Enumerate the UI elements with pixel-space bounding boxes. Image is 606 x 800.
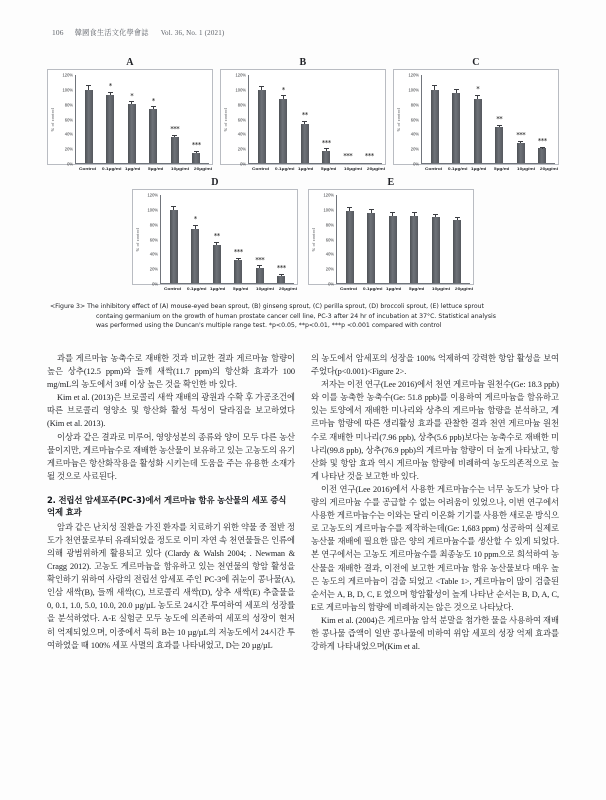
x-tick-label: 1µg/ml [470, 166, 487, 171]
bar-group [84, 75, 93, 163]
significance-marker: *** [321, 138, 331, 147]
error-bar-cap [151, 106, 156, 107]
plot-area [47, 69, 213, 165]
bar [170, 210, 178, 283]
x-tick-label: 0.1µg/ml [186, 286, 207, 291]
error-bar-cap [347, 207, 352, 208]
significance-marker: * [130, 91, 134, 100]
y-tick-label: 100% [323, 207, 334, 213]
bars-container [75, 75, 209, 164]
error-bar-cap [432, 85, 437, 86]
y-tick-label: 120% [147, 192, 158, 198]
bar-group [388, 195, 397, 283]
error-bar-cap [390, 212, 395, 213]
y-tick-label: 40% [64, 131, 73, 137]
y-tick-label: 80% [64, 102, 73, 108]
error-bar-cap [540, 147, 545, 148]
chart-title: D [211, 177, 219, 188]
chart-d [132, 177, 298, 291]
paragraph-l2: Kim et al. (2013)은 브로콜리 새싹 재배의 광원과 수확 후 가공조건에 따른 브로콜리 영양소 및 항산화 활성 특성이 달라짐을 보고하였다(Kim et al. 2013). [47, 393, 295, 429]
bar [213, 245, 221, 283]
chart-row-top [47, 57, 559, 171]
error-bar [371, 210, 372, 213]
y-tick-label: 20% [325, 266, 334, 272]
bar [322, 151, 330, 163]
paragraph-l3: 이상과 같은 결과로 미루어, 영양성분의 종류와 양이 모두 다른 농산물이지만, 게르마늄수로 재배한 농산물이 보유하고 있는 고농도의 유기 게르마늄은 항산화작용을 활성화 시키는데 도움을 주는 유용한 소재가 될 것으로 사료된다. [47, 432, 295, 481]
y-tick-label: 120% [323, 192, 334, 198]
running-head [52, 28, 552, 38]
chart-title: A [126, 57, 134, 68]
x-tick-label: 1µg/ml [209, 286, 226, 291]
error-bar [304, 122, 305, 124]
y-tick-label: 120% [408, 72, 419, 78]
bar-group [170, 75, 179, 163]
y-axis [230, 72, 248, 167]
error-bar-cap [455, 217, 460, 218]
x-tick-label: 10µg/ml [255, 286, 275, 291]
error-bar [110, 93, 111, 95]
bars-container [421, 75, 555, 164]
x-tick-label: 10µg/ml [516, 166, 536, 171]
x-tick-label: Control [339, 286, 358, 291]
paragraph-l1: 과를 게르마늄 농축수로 재배한 것과 비교한 결과 게르마늄 함량이 높은 상추(12.5 ppm)와 들깨 새싹(11.7 ppm)의 항산화 효과가 100 mg/mL의 농도에서 3배 이상 높은 것을 확인한 바 있다. [47, 354, 295, 390]
error-bar [542, 148, 543, 149]
error-bar-cap [324, 148, 329, 149]
y-axis-label: % of control [135, 227, 140, 252]
y-axis-label: % of control [311, 227, 316, 252]
bar [277, 276, 285, 283]
chart-title: E [387, 177, 395, 188]
plot-area [308, 189, 474, 285]
bar [367, 213, 375, 283]
bar-group [516, 75, 525, 163]
x-tick-label: 5µg/ml [147, 166, 164, 171]
bar [85, 90, 93, 163]
error-bar-cap [281, 95, 286, 96]
error-bar-cap [518, 141, 523, 142]
x-tick-label: Control [424, 166, 443, 171]
error-bar [259, 266, 260, 267]
bar [106, 95, 114, 163]
bar-group [212, 195, 221, 283]
error-bar [435, 215, 436, 217]
x-tick-label: 20µg/ml [278, 286, 298, 291]
error-bar-cap [454, 89, 459, 90]
bar [432, 217, 440, 283]
bar [517, 143, 525, 163]
chart-c [393, 57, 559, 171]
y-axis [318, 192, 336, 287]
x-tick-label: 1µg/ml [124, 166, 141, 171]
bar [495, 127, 503, 163]
error-bar [238, 259, 239, 260]
error-bar-cap [412, 212, 417, 213]
y-tick-label: 100% [62, 87, 73, 93]
error-bar-cap [108, 92, 113, 93]
y-axis-label: % of control [50, 107, 55, 132]
x-tick-label: 0.1µg/ml [274, 166, 295, 171]
x-tick-label: 5µg/ml [232, 286, 249, 291]
bar-group [277, 195, 286, 283]
journal-name: 韓國食生活文化學會誌 [74, 28, 149, 37]
y-tick-label: 60% [325, 237, 334, 242]
significance-marker: * [476, 85, 480, 94]
y-axis [57, 72, 75, 167]
bar-group [279, 75, 288, 163]
bar-group [473, 75, 482, 163]
error-bar [457, 218, 458, 220]
error-bar-cap [279, 274, 284, 275]
significance-marker: *** [537, 137, 547, 146]
column-left [47, 352, 295, 792]
figure-3 [47, 57, 559, 297]
x-tick-label: Control [251, 166, 270, 171]
section-heading-2: 2. 전립선 암세포주(PC-3)에서 게르마늄 함유 농산물의 세포 증식 억제 효과 [47, 494, 287, 518]
caption-line-2: containg germanium on the growth of human prostate cancer cell line, PC-3 after 24 hr of incubation at 37°C. Statistical analysis [96, 312, 496, 320]
error-bar [281, 275, 282, 276]
error-bar-cap [302, 121, 307, 122]
y-tick-label: 120% [235, 72, 246, 78]
y-tick-label: 80% [149, 222, 158, 228]
significance-marker: *** [233, 248, 243, 257]
significance-marker: * [151, 96, 155, 105]
x-tick-label: Control [78, 166, 97, 171]
bar [389, 216, 397, 283]
bar-group [106, 75, 115, 163]
significance-marker: * [193, 215, 197, 224]
x-tick-label: 0.1µg/ml [101, 166, 122, 171]
bar-group [452, 75, 461, 163]
y-tick-label: 20% [237, 146, 246, 152]
significance-marker: ** [301, 111, 308, 120]
bar-group [495, 75, 504, 163]
x-tick-label: 1µg/ml [297, 166, 314, 171]
bar [258, 90, 266, 163]
bar [538, 148, 546, 163]
error-bar [261, 87, 262, 90]
significance-marker: ** [213, 232, 220, 241]
figure-caption [50, 302, 556, 331]
bar-group [127, 75, 136, 163]
bars-container [160, 195, 294, 284]
significance-marker: *** [170, 125, 180, 134]
chart-title: B [299, 57, 307, 68]
bar [191, 229, 199, 283]
y-tick-label: 60% [410, 117, 419, 122]
significance-marker: *** [191, 141, 201, 150]
bar-group [257, 75, 266, 163]
y-tick-label: 40% [410, 131, 419, 137]
error-bar [88, 86, 89, 90]
x-tick-label: 0.1µg/ml [362, 286, 383, 291]
significance-marker: *** [343, 152, 353, 161]
plot-area [132, 189, 298, 285]
significance-marker: *** [364, 152, 374, 161]
error-bar-cap [257, 265, 262, 266]
y-tick-label: 40% [149, 251, 158, 257]
x-tick-label: 5µg/ml [493, 166, 510, 171]
bars-container [248, 75, 382, 164]
y-tick-label: 80% [237, 102, 246, 108]
error-bar-cap [497, 125, 502, 126]
y-tick-label: 120% [62, 72, 73, 78]
chart-b [220, 57, 386, 171]
bar [452, 93, 460, 163]
bar-group [322, 75, 331, 163]
y-tick-label: 80% [325, 222, 334, 228]
bar-group [453, 195, 462, 283]
body-columns [47, 352, 559, 792]
significance-marker: *** [255, 255, 265, 264]
error-bar-cap [259, 86, 264, 87]
error-bar [349, 208, 350, 211]
error-bar [283, 96, 284, 99]
bar [171, 137, 179, 163]
page-number: 106 [52, 28, 64, 37]
bar [279, 99, 287, 163]
y-tick-label: 0% [240, 161, 246, 167]
bar-group [538, 75, 547, 163]
y-tick-label: 20% [149, 266, 158, 272]
bars-container [336, 195, 470, 284]
x-axis-labels [226, 165, 386, 171]
chart-a [47, 57, 213, 171]
chart-row-bottom [47, 177, 559, 291]
plot-area [220, 69, 386, 165]
y-tick-label: 40% [237, 131, 246, 137]
bar-group [430, 75, 439, 163]
bar [234, 260, 242, 283]
x-tick-label: 5µg/ml [320, 166, 337, 171]
bar-group [345, 195, 354, 283]
error-bar [216, 243, 217, 245]
error-bar [434, 86, 435, 90]
caption-line-3: was performed using the Duncan's multiple range test. *p<0.05, **p<0.01, ***p <0.001 compared with control [96, 322, 442, 330]
bar-group [431, 195, 440, 283]
x-tick-label: 10µg/ml [170, 166, 190, 171]
error-bar-cap [172, 135, 177, 136]
y-tick-label: 0% [328, 281, 334, 287]
x-axis-labels [53, 165, 213, 171]
x-tick-label: 1µg/ml [385, 286, 402, 291]
y-tick-label: 80% [410, 102, 419, 108]
paragraph-r3: 이전 연구(Lee 2016)에서 사용한 게르마늄수는 너무 농도가 낮아 다량의 게르마늄 수를 공급할 수 없는 어려움이 있었으나, 이번 연구에서 사용한 게르마늄수는 이와는 달리 이온화 기기를 사용한 새로운 방식으로 고농도의 게르마늄수를 제작하는데(Ge: 1,683 ppm) 성공하여 실제로 농산물 재배에 필요한 많은 양의 게르마늄수를 생산할 수 있게 되었다. 본 연구에서는 고농도 게르마늄수를 최종농도 10 ppm으로 희석하여 농산물을 재배한 결과, 이전에 보고한 게르마늄 함유 농산물보다 매우 높은 농도의 게르마늄이 검출 되었고 <Table 1>, 게르마늄이 많이 검출된 순서는 A, B, D, C, E 였으며 항암활성이 높게 나타난 순서는 B, D, A, C, E로 게르마늄의 함량에 비례하지는 않은 것으로 나타났다. [311, 484, 559, 612]
error-bar-cap [194, 151, 199, 152]
error-bar [173, 207, 174, 210]
error-bar-cap [433, 214, 438, 215]
significance-marker: ** [496, 115, 503, 124]
paragraph-r2: 저자는 이전 연구(Lee 2016)에서 천연 게르마늄 원천수(Ge: 18.3 ppb)와 이를 농축한 농축수(Ge: 51.8 ppb)를 이용하여 게르마늄을 함유하고 있는 토양에서 재배한 미나리와 상추의 게르마늄 함량을 분석하고, 게르마늄 함량에 따른 생리활성 효과를 관찰한 결과 천연 게르마늄 원천수로 재배한 미나리(7.96 ppb), 상추(5.6 ppb)보다는 농축수로 재배한 미나리(99.8 ppb), 상추(76.9 ppb)의 게르마늄 함량이 더 높게 나타났고, 항산화 및 항암 효과 역시 게르마늄 함량에 비례하여 농도의존적으로 높게 나타난 것을 보고한 바 있다. [311, 380, 559, 481]
x-tick-label: Control [163, 286, 182, 291]
bar-group [367, 195, 376, 283]
error-bar [131, 102, 132, 104]
error-bar [477, 96, 478, 100]
y-tick-label: 100% [408, 87, 419, 93]
bar [192, 153, 200, 163]
y-tick-label: 60% [64, 117, 73, 122]
x-tick-label: 20µg/ml [366, 166, 386, 171]
bar [410, 216, 418, 283]
y-tick-label: 100% [235, 87, 246, 93]
volume-issue: Vol. 36, No. 1 (2021) [160, 29, 225, 37]
error-bar [499, 126, 500, 127]
x-tick-label: 0.1µg/ml [447, 166, 468, 171]
bar [431, 90, 439, 163]
x-tick-label: 10µg/ml [431, 286, 451, 291]
caption-line-1: The inhibitory effect of (A) mouse-eyed bean sprout, (B) ginseng sprout, (C) perilla sprout, (D) broccoli sprout, (E) lettuce sprout [87, 303, 484, 310]
paragraph-r4: Kim et al. (2004)은 게르마늄 암석 분말을 첨가한 물을 사용하여 재배한 콩나물 즙액이 일반 콩나물에 비하여 위암 세포의 성장 억제 효과를 강하게 나타내었으며(Kim et al. [311, 615, 559, 652]
x-tick-label: 20µg/ml [193, 166, 213, 171]
x-tick-label: 5µg/ml [408, 286, 425, 291]
y-axis [403, 72, 421, 167]
y-tick-label: 0% [152, 281, 158, 287]
bar-group [169, 195, 178, 283]
error-bar-cap [475, 95, 480, 96]
error-bar-cap [86, 85, 91, 86]
x-tick-label: 10µg/ml [343, 166, 363, 171]
error-bar [456, 90, 457, 93]
error-bar-cap [214, 242, 219, 243]
chart-title: C [472, 57, 480, 68]
bar [149, 109, 157, 163]
x-axis-labels [314, 285, 474, 291]
bar [453, 220, 461, 283]
x-tick-label: 20µg/ml [454, 286, 474, 291]
figure-label: <Figure 3> [50, 303, 86, 310]
significance-marker: *** [276, 264, 286, 273]
bar-group [300, 75, 309, 163]
y-tick-label: 20% [64, 146, 73, 152]
bar [474, 99, 482, 163]
error-bar [153, 107, 154, 109]
error-bar [174, 136, 175, 137]
bar [256, 268, 264, 283]
y-tick-label: 40% [325, 251, 334, 257]
bar [301, 124, 309, 163]
bar-group [410, 195, 419, 283]
bar [346, 211, 354, 283]
bar-group [255, 195, 264, 283]
y-axis-label: % of control [396, 107, 401, 132]
error-bar [195, 226, 196, 229]
x-axis-labels [138, 285, 298, 291]
significance-marker: *** [516, 131, 526, 140]
error-bar-cap [129, 101, 134, 102]
y-tick-label: 60% [237, 117, 246, 122]
y-tick-label: 20% [410, 146, 419, 152]
y-tick-label: 60% [149, 237, 158, 242]
error-bar [392, 213, 393, 216]
significance-marker: * [281, 85, 285, 94]
error-bar [326, 149, 327, 150]
bar-group [192, 75, 201, 163]
bar [128, 104, 136, 163]
error-bar [414, 213, 415, 215]
error-bar-cap [236, 258, 241, 259]
paragraph-r1: 의 농도에서 암세포의 성장을 100% 억제하여 강력한 항암 활성을 보여주었다(p<0.001)<Figure 2>. [311, 354, 559, 377]
bar-group [365, 75, 374, 163]
column-right [311, 352, 559, 792]
error-bar [196, 152, 197, 153]
bar-group [191, 195, 200, 283]
error-bar [520, 142, 521, 143]
bar-group [149, 75, 158, 163]
error-bar-cap [171, 206, 176, 207]
plot-area [393, 69, 559, 165]
y-tick-label: 100% [147, 207, 158, 213]
bar-group [234, 195, 243, 283]
paragraph-l4: 암과 같은 난치성 질환을 가진 환자를 치료하기 위한 약물 중 절반 정도가 천연물로부터 유래되었을 정도로 이미 자연 속 천연물들은 인류에 의해 광범위하게 활용되고 있다 (Clardy & Walsh 2004; . Newman & Cragg 2012). 고농도 게르마늄을 함유하고 있는 천연물의 항암 활성을 확인하기 위하여 사람의 전립선 암세포 주인 PC-3에 쥐눈이 콩나물(A), 인삼 새싹(B), 들깨 새싹(C), 브로콜리 새싹(D), 상추 새싹(E) 추출물을 0, 0.1, 1.0, 5.0, 10.0, 20.0 µg/µL 농도로 24시간 투여하여 세포의 성장률을 분석하였다. A-E 실험군 모두 농도에 의존하여 세포의 성장이 현저히 억제되었으며, 이중에서 특히 B는 10 µg/µL의 저농도에서 24시간 투여하였을 때 100% 세포 사멸의 효과를 나타내었고, D는 20 µg/µL [47, 522, 295, 650]
y-tick-label: 0% [67, 161, 73, 167]
x-axis-labels [399, 165, 559, 171]
significance-marker: * [108, 82, 112, 91]
y-axis-label: % of control [223, 107, 228, 132]
error-bar-cap [193, 225, 198, 226]
bar-group [343, 75, 352, 163]
error-bar-cap [369, 209, 374, 210]
x-tick-label: 20µg/ml [539, 166, 559, 171]
y-axis [142, 192, 160, 287]
y-tick-label: 0% [413, 161, 419, 167]
chart-e [308, 177, 474, 291]
